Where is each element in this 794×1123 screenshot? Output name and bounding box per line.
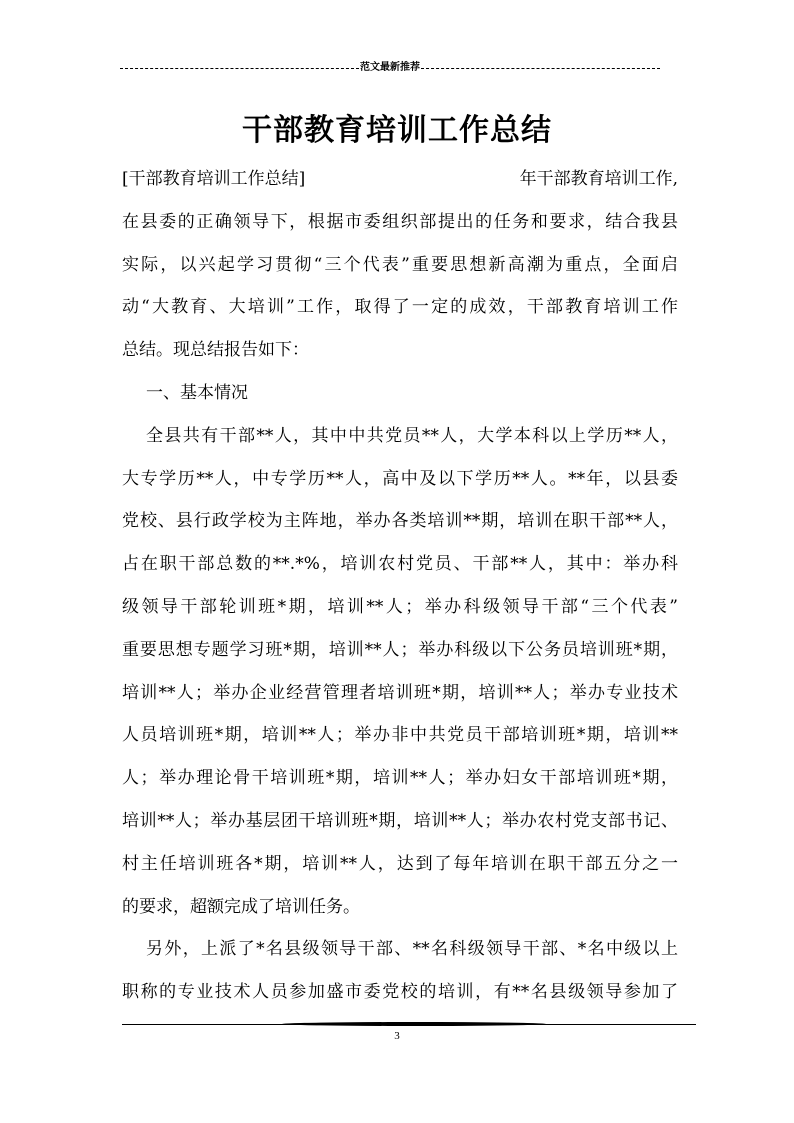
body-line: 在县委的正确领导下，根据市委组织部提出的任务和要求，结合我县	[122, 211, 678, 232]
body-line: 动“大教育、大培训”工作，取得了一定的成效，干部教育培训工作	[122, 297, 678, 318]
body-line: 村主任培训班各*期，培训**人，达到了每年培训在职干部五分之一	[122, 853, 678, 874]
body-line: 重要思想专题学习班*期，培训**人；举办科级以下公务员培训班*期，	[122, 639, 678, 660]
page-number: 3	[394, 1030, 400, 1042]
footer-rule-thick	[282, 1022, 546, 1026]
body-line: 培训**人；举办基层团干培训班*期，培训**人；举办农村党支部书记、	[122, 810, 678, 831]
body-line: 人；举办理论骨干培训班*期，培训**人；举办妇女干部培训班*期，	[122, 768, 678, 789]
first-line-right: 年干部教育培训工作,	[519, 169, 678, 189]
footer-rule	[122, 1022, 696, 1028]
first-line	[122, 158, 678, 201]
header-rule	[120, 60, 660, 76]
body-line: 职称的专业技术人员参加盛市委党校的培训，有**名县级领导参加了	[122, 982, 678, 1003]
body-line: 人员培训班*期，培训**人；举办非中共党员干部培训班*期，培训**	[122, 725, 678, 746]
body-line: 培训**人；举办企业经营管理者培训班*期，培训**人；举办专业技术	[122, 682, 678, 703]
bracket-title: [干部教育培训工作总结]	[122, 169, 306, 189]
body-line: 大专学历**人，中专学历**人，高中及以下学历**人。**年，以县委	[122, 468, 678, 489]
section-heading: 一、基本情况	[146, 382, 248, 403]
body-line: 实际，以兴起学习贯彻“三个代表”重要思想新高潮为重点，全面启	[122, 254, 678, 275]
body-line: 级领导干部轮训班*期，培训**人；举办科级领导干部“三个代表”	[122, 596, 678, 617]
body-line: 总结。现总结报告如下：	[122, 340, 309, 361]
body-line: 的要求，超额完成了培训任务。	[122, 896, 360, 917]
body-line: 党校、县行政学校为主阵地，举办各类培训**期，培训在职干部**人，	[122, 511, 678, 532]
body-line: 全县共有干部**人，其中中共党员**人，大学本科以上学历**人，	[146, 425, 678, 446]
body-line: 占在职干部总数的**.*%，培训农村党员、干部**人，其中：举办科	[122, 554, 678, 575]
header-dash-right	[421, 68, 660, 69]
document-body	[122, 158, 678, 1014]
document-title: 干部教育培训工作总结	[242, 113, 552, 148]
header-label: 范文最新推荐	[360, 62, 420, 73]
header-dash-left	[120, 68, 359, 69]
body-line: 另外，上派了*名县级领导干部、**名科级领导干部、*名中级以上	[146, 939, 678, 960]
